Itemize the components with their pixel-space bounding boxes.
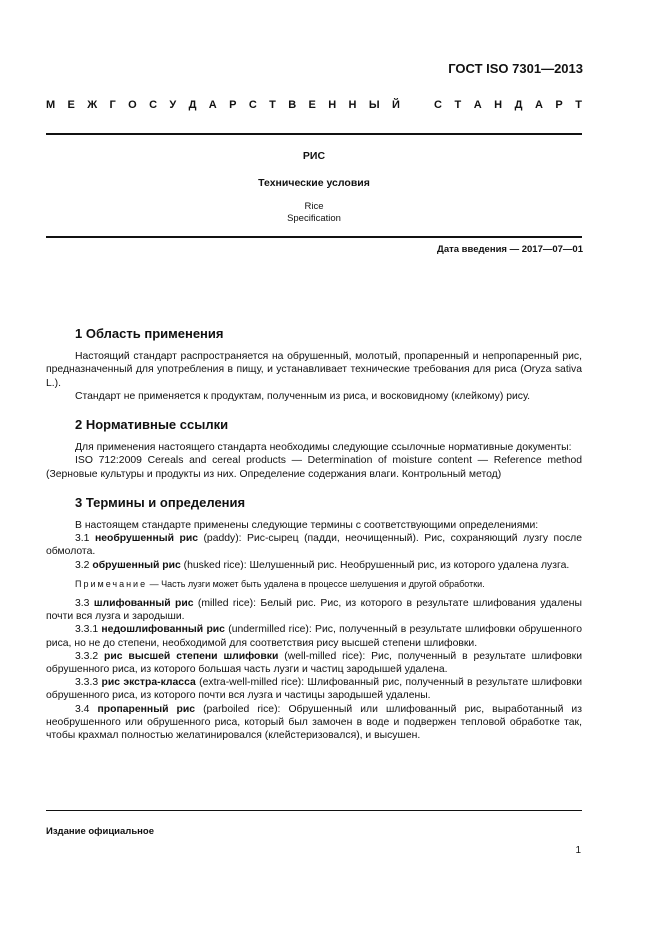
banner-letter: А (534, 99, 543, 111)
banner-letter: А (473, 99, 482, 111)
paragraph: В настоящем стандарте применены следующие термины с соответствующими определениями: (75, 520, 539, 532)
banner-letter: Н (348, 99, 357, 111)
term-number: 3.3.3 (75, 677, 99, 689)
banner-letter: В (288, 99, 297, 111)
paragraph: Настоящий стандарт распространяется на обрушенный, молотый, пропаренный и непропаренный рис, предназначенный для употребления в пищу, и устанавливает технические требования для риса (Oryza sativa L.). (46, 351, 582, 389)
paragraph: Для применения настоящего стандарта необходимы следующие ссылочные нормативные документы: (75, 442, 572, 454)
term-name: шлифованный рис (93, 598, 194, 610)
banner-letter: Т (269, 99, 276, 111)
term-definition (46, 559, 582, 572)
banner-letter: Ы (368, 99, 380, 111)
banner-letter: У (169, 99, 177, 111)
banner-letter: Е (67, 99, 75, 111)
banner-letter: С (149, 99, 158, 111)
banner-letter: Н (494, 99, 503, 111)
title-english-sub: Specification (287, 213, 341, 224)
banner-letter: Ж (87, 99, 98, 111)
term-name: рис экстра-класса (101, 677, 196, 689)
note-text: — Часть лузги может быть удалена в процессе шелушения и другой обработки. (147, 578, 485, 589)
term-definition (46, 597, 582, 623)
paragraph: Стандарт не применяется к продуктам, полученным из риса, и восковидному (клейкому) рису. (75, 390, 531, 402)
term-name: обрушенный рис (92, 559, 181, 571)
term-definition (46, 532, 582, 558)
term-text: (parboiled rice): Обрушенный или шлифованный рис, выработанный из необрушенного или обрушенного риса, который был замочен в воде и подвержен тепловой обработке так, чтобы крахмал полностью желатинировался (клейстеризовался), и высушен. (46, 703, 583, 742)
term-text: (extra-well-milled rice): Шлифованный рис, полученный в результате шлифовки обрушенного риса, из которого почти вся лузга и частицы зародышей удалены. (46, 677, 583, 702)
term-number: 3.2 (75, 559, 90, 571)
term-number: 3.3.1 (75, 624, 99, 636)
term-definition (46, 703, 582, 743)
banner-letter: А (208, 99, 217, 111)
banner-letter: М (46, 99, 56, 111)
document-code: ГОСТ ISO 7301—2013 (448, 61, 583, 76)
term-text: (well-milled rice): Рис, полученный в результате шлифовки обрушенного риса, из которого большая часть лузги и частиц зародышей удалена. (46, 650, 583, 676)
document-body (46, 327, 582, 755)
term-name: необрушенный рис (94, 533, 198, 545)
note-label: Примечание (75, 578, 148, 589)
banner-letter: Й (392, 99, 400, 111)
section-heading: 3 Термины и определения (75, 494, 246, 510)
section-heading: 1 Область применения (75, 326, 224, 341)
banner-letter: Т (454, 99, 462, 111)
term-definition (46, 623, 582, 649)
edition-label: Издание официальное (46, 826, 154, 837)
banner-letter: Д (514, 99, 523, 111)
term-number: 3.3.2 (75, 650, 99, 662)
banner-word-interstate (46, 99, 400, 111)
banner-letter: Г (109, 99, 116, 111)
term-name: рис высшей степени шлифовки (104, 650, 279, 662)
section-1 (46, 327, 582, 403)
term-number: 3.1 (75, 533, 90, 545)
title-sub: Технические условия (258, 177, 370, 189)
term-text: (milled rice): Белый рис. Рис, из которого в результате шлифования удалены почти вся лузга и зародыши. (46, 598, 582, 623)
interstate-standard-banner (46, 99, 582, 111)
term-text: (paddy): Рис-сырец (падди, неочищенный). Рис, сохраняющий лузгу после обмолота. (46, 533, 583, 558)
banner-letter: Е (308, 99, 316, 111)
term-name: недошлифованный рис (101, 624, 225, 636)
header-rule (46, 133, 582, 135)
title-english-main: Rice (304, 201, 324, 212)
title-main: РИС (302, 150, 326, 162)
note (46, 578, 582, 591)
section-2 (46, 418, 582, 481)
intro-date: Дата введения — 2017—07—01 (437, 244, 583, 255)
term-definition (46, 650, 582, 676)
banner-letter: Р (555, 99, 563, 111)
section-heading: 2 Нормативные ссылки (75, 417, 229, 433)
term-number: 3.4 (75, 703, 90, 715)
banner-letter: Н (328, 99, 337, 111)
term-name: пропаренный рис (97, 703, 196, 715)
term-text: (undermilled rice): Рис, полученный в результате шлифовки обрушенного риса, но не до степени, необходимой для соответствия рису высшей степени шлифовки. (46, 624, 582, 649)
title-rule (46, 236, 582, 238)
paragraph: ISO 712:2009 Cereals and cereal products — Determination of moisture content — Reference method (Зерновые культуры и продукты из них. Определение содержания влаги. Контрольный метод) (46, 455, 582, 480)
banner-word-standard (434, 99, 582, 111)
title-english (46, 201, 582, 225)
term-number: 3.3 (75, 598, 90, 610)
term-text: (husked rice): Шелушенный рис. Необрушенный рис, из которого удалена лузга. (180, 559, 570, 571)
footer-rule (46, 810, 582, 811)
banner-letter: Т (575, 99, 582, 111)
term-definition (46, 676, 582, 702)
page-number: 1 (575, 845, 581, 856)
banner-letter: Р (229, 99, 237, 111)
banner-letter: Д (188, 99, 197, 111)
banner-letter: С (434, 99, 442, 111)
banner-letter: О (128, 99, 137, 111)
section-3 (46, 496, 582, 742)
banner-letter: С (248, 99, 257, 111)
